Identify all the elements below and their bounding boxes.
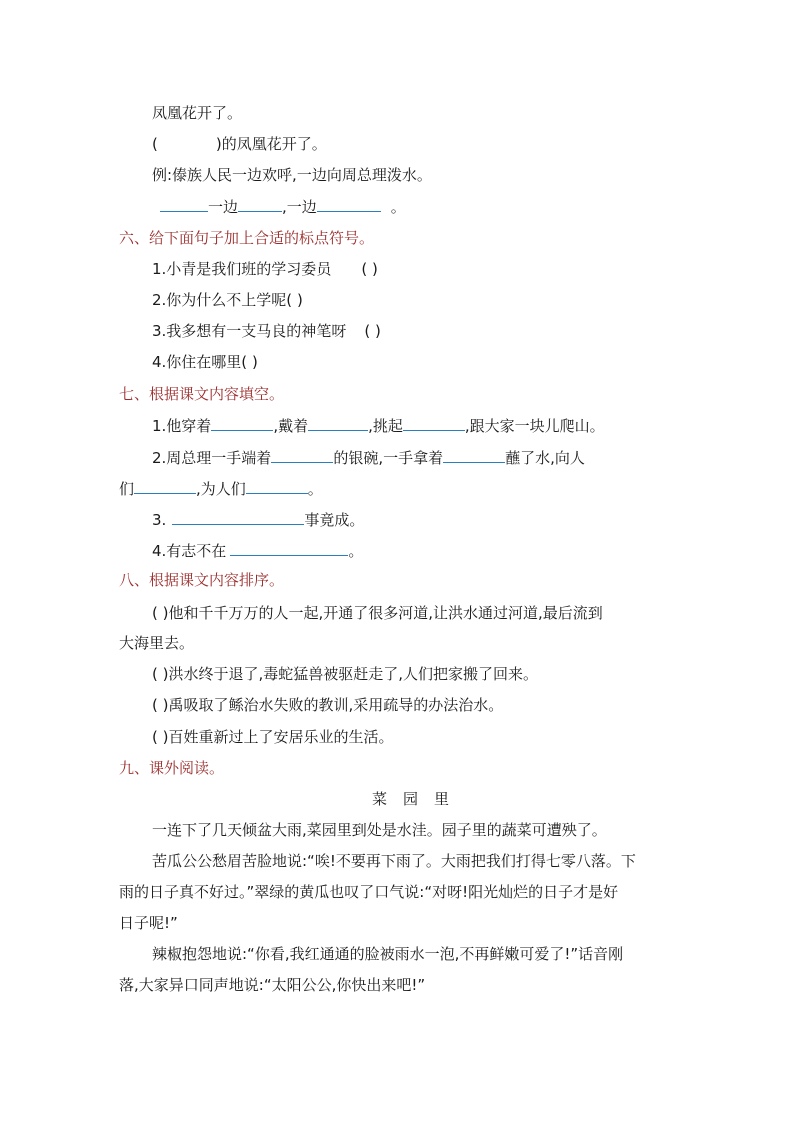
item-text: 大海里去。 — [119, 634, 195, 652]
text: 蘸了水,向人 — [505, 449, 585, 467]
text: ,为人们 — [196, 480, 246, 498]
blank[interactable] — [160, 196, 208, 212]
answer-paren[interactable]: ( ) — [361, 260, 378, 278]
item-text: 禹吸取了鲧治水失败的教训,采用疏导的办法治水。 — [168, 696, 504, 714]
sec6-item-2 — [152, 290, 303, 310]
text: 一边 — [208, 198, 239, 216]
blank[interactable] — [443, 447, 505, 463]
section-6-heading: 六、给下面句子加上合适的标点符号。 — [119, 229, 375, 247]
title-char: 菜 — [372, 790, 388, 808]
order-paren[interactable]: ( ) — [152, 728, 169, 746]
sec7-q2-cont — [119, 478, 323, 499]
blank[interactable] — [230, 540, 348, 556]
item-text: 他和千千万万的人一起,开通了很多河道,让洪水通过河道,最后流到 — [168, 604, 603, 622]
text: 3. — [152, 511, 167, 529]
title-char: 里 — [434, 790, 450, 808]
paren-open: ( — [152, 135, 158, 153]
blank[interactable] — [134, 478, 196, 494]
text: ,戴着 — [273, 417, 309, 435]
sec7-q2 — [152, 447, 585, 468]
sec7-q1 — [152, 415, 605, 436]
title-char: 园 — [403, 790, 419, 808]
sec8-item-1 — [152, 603, 603, 623]
text: 的银碗,一手拿着 — [333, 449, 444, 467]
sec6-item-3 — [152, 321, 381, 341]
line-fill-phoenix-text: )的凤凰花开了。 — [215, 135, 327, 153]
section-9-heading: 九、课外阅读。 — [119, 759, 225, 777]
reading-paragraph: 一连下了几天倾盆大雨,菜园里到处是水洼。园子里的蔬菜可遭殃了。 — [152, 821, 607, 839]
line-fill-phoenix — [152, 134, 327, 154]
item-text: 3.我多想有一支马良的神笔呀 — [152, 322, 347, 340]
blank[interactable] — [211, 415, 273, 431]
blank[interactable] — [271, 447, 333, 463]
text: 事竟成。 — [304, 511, 365, 529]
sec8-item-1-cont — [119, 633, 194, 653]
sec6-item-4 — [152, 352, 258, 372]
blank[interactable] — [403, 415, 465, 431]
item-text: 百姓重新过上了安居乐业的生活。 — [168, 728, 394, 746]
order-paren[interactable]: ( ) — [152, 604, 169, 622]
sec6-item-1 — [152, 259, 378, 279]
reading-paragraph-cont: 雨的日子真不好过。”翠绿的黄瓜也叹了口气说:“对呀!阳光灿烂的日子才是好 — [119, 883, 619, 901]
blank[interactable] — [317, 196, 381, 212]
text: 们 — [119, 480, 135, 498]
sec8-item-4 — [152, 727, 394, 747]
sec8-item-2 — [152, 664, 538, 684]
section-7-heading: 七、根据课文内容填空。 — [119, 385, 285, 403]
reading-paragraph-cont: 日子呢!” — [119, 914, 178, 932]
blank[interactable] — [308, 415, 368, 431]
text: 。 — [348, 542, 364, 560]
text: 。 — [307, 480, 323, 498]
text: ,一边 — [282, 198, 317, 216]
reading-paragraph-cont: 落,大家异口同声地说:“太阳公公,你快出来吧!” — [119, 976, 426, 994]
blank[interactable] — [172, 509, 304, 525]
sec7-q3 — [152, 509, 364, 530]
text: ,跟大家一块儿爬山。 — [464, 417, 605, 435]
answer-paren[interactable]: ) — [292, 291, 303, 309]
answer-paren[interactable]: ) — [247, 353, 258, 371]
yibian-fill-line — [160, 196, 406, 217]
blank[interactable] — [246, 478, 308, 494]
section-8-heading: 八、根据课文内容排序。 — [119, 571, 285, 589]
item-text: 2.你为什么不上学呢( — [152, 291, 293, 309]
order-paren[interactable]: ( ) — [152, 665, 169, 683]
line-phoenix: 凤凰花开了。 — [152, 104, 243, 122]
sec8-item-3 — [152, 695, 503, 715]
item-text: 4.你住在哪里( — [152, 353, 248, 371]
reading-title — [364, 789, 457, 809]
reading-paragraph: 苦瓜公公愁眉苦脸地说:“唉!不要再下雨了。大雨把我们打得七零八落。下 — [152, 852, 636, 870]
item-text: 1.小青是我们班的学习委员 — [152, 260, 332, 278]
item-text: 洪水终于退了,毒蛇猛兽被驱赶走了,人们把家搬了回来。 — [168, 665, 539, 683]
text: 1.他穿着 — [152, 417, 212, 435]
blank[interactable] — [238, 196, 282, 212]
text: 4.有志不在 — [152, 542, 227, 560]
text: 。 — [390, 198, 406, 216]
reading-paragraph: 辣椒抱怨地说:“你看,我红通通的脸被雨水一泡,不再鲜嫩可爱了!”话音刚 — [152, 945, 624, 963]
answer-paren[interactable]: ( ) — [364, 322, 381, 340]
example-line: 例:傣族人民一边欢呼,一边向周总理泼水。 — [152, 166, 432, 184]
sec7-q4 — [152, 540, 363, 561]
order-paren[interactable]: ( ) — [152, 696, 169, 714]
text: ,挑起 — [368, 417, 403, 435]
text: 2.周总理一手端着 — [152, 449, 272, 467]
